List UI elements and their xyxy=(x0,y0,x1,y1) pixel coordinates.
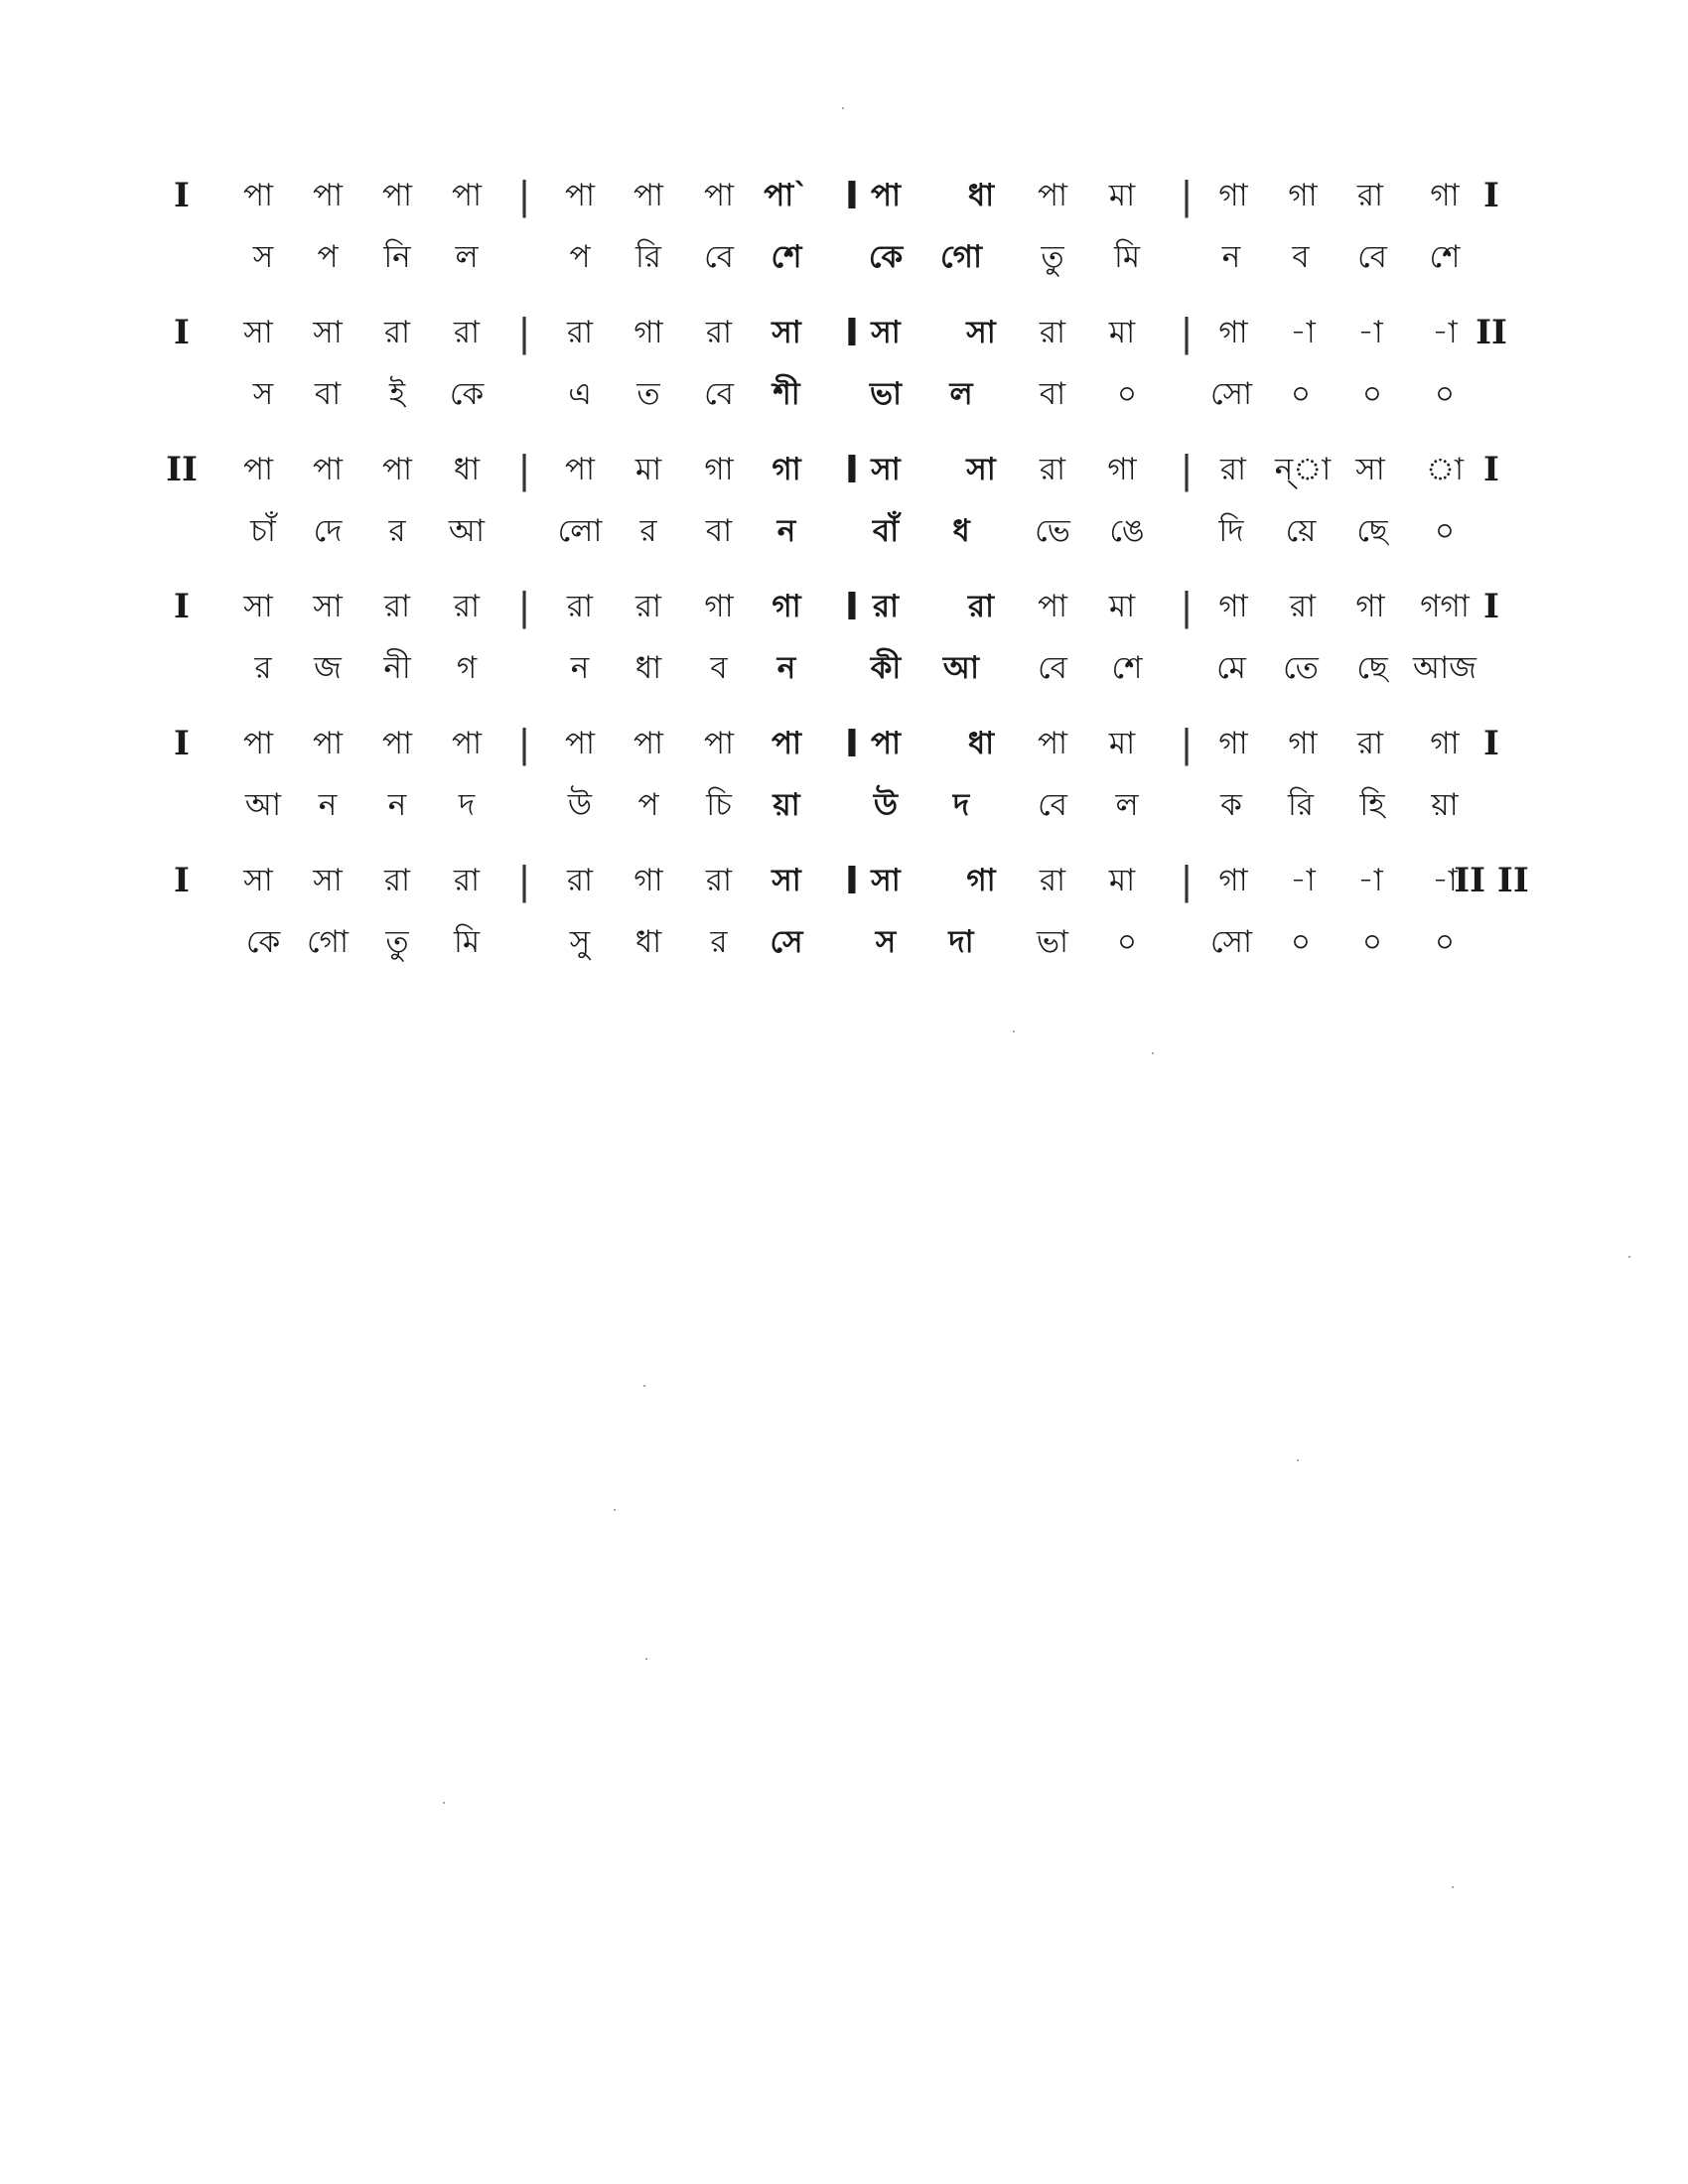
row-close-marker: II xyxy=(1476,313,1507,352)
swara-note: পা xyxy=(703,178,735,213)
lyric-syllable: ০ xyxy=(1434,513,1456,549)
swara-note: -া xyxy=(1432,315,1458,350)
lyric-syllable: ভা xyxy=(869,376,903,412)
lyric-syllable: গো xyxy=(940,239,982,275)
lyric-syllable: চি xyxy=(706,787,732,823)
swara-note: পা xyxy=(451,726,483,761)
swara-note: মা xyxy=(1108,589,1136,624)
lyric-syllable: বা xyxy=(1039,376,1066,412)
lyric-syllable: ন xyxy=(776,513,796,549)
swara-note: সা xyxy=(871,863,901,898)
swara-note: ন্া xyxy=(1274,452,1332,487)
swara-note: গা xyxy=(772,589,801,624)
lyric-syllable: ধা xyxy=(634,650,662,686)
lyric-syllable: লো xyxy=(557,513,603,549)
swara-note: পা xyxy=(312,178,344,213)
lyric-syllable: বে xyxy=(1038,650,1067,686)
section-bar: I xyxy=(844,448,860,491)
lyric-syllable: ০ xyxy=(1116,924,1138,960)
swara-note: রা xyxy=(453,863,481,898)
swara-note: রা xyxy=(1039,315,1066,350)
swara-note: ধা xyxy=(453,452,481,487)
swara-note: ধা xyxy=(967,178,995,213)
lyric-syllable: প xyxy=(569,239,591,275)
swara-note: -া xyxy=(1290,863,1316,898)
lyric-syllable: র xyxy=(710,924,728,960)
lyric-syllable: ভে xyxy=(1035,513,1070,549)
swara-note: ধা xyxy=(967,726,995,761)
lyric-syllable: ল xyxy=(949,376,973,412)
swara-note: পা xyxy=(1037,726,1068,761)
lyric-syllable: শে xyxy=(1429,239,1461,275)
lyric-syllable: ব xyxy=(710,650,728,686)
row-open-marker: I xyxy=(174,587,190,626)
swara-note: গা xyxy=(1430,178,1460,213)
lyric-syllable: ০ xyxy=(1434,376,1456,412)
swara-note: গা xyxy=(1288,178,1318,213)
bar-line: | xyxy=(517,174,531,217)
lyric-syllable: সো xyxy=(1209,924,1253,960)
notation-row xyxy=(0,854,1688,907)
scan-speck xyxy=(643,1385,645,1387)
section-bar: I xyxy=(844,722,860,765)
swara-note: রা xyxy=(453,315,481,350)
swara-note: সা xyxy=(1355,452,1385,487)
lyric-syllable: চাঁ xyxy=(250,513,276,549)
lyric-row xyxy=(0,915,1688,969)
swara-note: গা xyxy=(1288,726,1318,761)
lyric-syllable: তু xyxy=(1041,239,1064,275)
lyric-syllable: ন xyxy=(776,650,796,686)
swara-note: সা xyxy=(243,863,273,898)
scan-speck xyxy=(1452,1886,1454,1888)
lyric-syllable: শে xyxy=(771,239,802,275)
bar-line: | xyxy=(1180,585,1194,628)
swara-note: রা xyxy=(1039,863,1066,898)
swara-note: সা xyxy=(966,315,996,350)
lyric-row xyxy=(0,367,1688,421)
row-open-marker: II xyxy=(166,450,198,489)
scan-speck xyxy=(1297,1459,1299,1461)
lyric-syllable: ধ xyxy=(952,513,970,549)
swara-note: পা` xyxy=(764,178,809,213)
swara-note: পা xyxy=(771,726,802,761)
lyric-syllable: বে xyxy=(1357,239,1387,275)
lyric-syllable: ন xyxy=(318,787,338,823)
bar-line: | xyxy=(1180,174,1194,217)
bar-line: | xyxy=(517,585,531,628)
lyric-row xyxy=(0,504,1688,558)
lyric-syllable: বে xyxy=(704,239,734,275)
lyric-syllable: ন xyxy=(387,787,407,823)
lyric-syllable: ল xyxy=(1115,787,1139,823)
swara-note: সা xyxy=(871,315,901,350)
lyric-syllable: দি xyxy=(1218,513,1244,549)
lyric-syllable: কে xyxy=(245,924,281,960)
lyric-syllable: প xyxy=(637,787,659,823)
notation-row xyxy=(0,580,1688,633)
lyric-syllable: স xyxy=(875,924,897,960)
section-bar: I xyxy=(844,311,860,354)
lyric-syllable: আজ xyxy=(1413,650,1477,686)
scan-speck xyxy=(645,1658,647,1660)
lyric-syllable: য়ে xyxy=(1285,513,1317,549)
lyric-syllable: সো xyxy=(1209,376,1253,412)
swara-note: -া xyxy=(1432,863,1458,898)
lyric-syllable: র xyxy=(639,513,657,549)
swara-note: সা xyxy=(243,315,273,350)
swara-note: পা xyxy=(564,178,596,213)
row-close-marker: I xyxy=(1483,724,1499,763)
notation-row xyxy=(0,717,1688,770)
swara-note: পা xyxy=(312,452,344,487)
swara-note: রা xyxy=(566,589,594,624)
bar-line: | xyxy=(517,722,531,765)
swara-note: পা xyxy=(381,452,413,487)
swara-note: পা xyxy=(381,726,413,761)
row-open-marker: I xyxy=(174,313,190,352)
swara-note: গা xyxy=(1107,452,1137,487)
lyric-syllable: বে xyxy=(1038,787,1067,823)
lyric-syllable: দে xyxy=(313,513,343,549)
lyric-syllable: রি xyxy=(1288,787,1314,823)
lyric-syllable: য়া xyxy=(1431,787,1459,823)
section-bar: I xyxy=(844,585,860,628)
swara-note: রা xyxy=(1219,452,1247,487)
swara-note: পা xyxy=(381,178,413,213)
swara-note: মা xyxy=(634,452,662,487)
lyric-syllable: কে xyxy=(449,376,485,412)
swara-note: সা xyxy=(243,589,273,624)
swara-note: রা xyxy=(967,589,995,624)
swara-note: পা xyxy=(633,178,664,213)
lyric-syllable: ০ xyxy=(1434,924,1456,960)
swara-note: মা xyxy=(1108,726,1136,761)
lyric-syllable: বাঁ xyxy=(872,513,900,549)
lyric-syllable: ধা xyxy=(634,924,662,960)
swara-note: মা xyxy=(1108,863,1136,898)
scan-speck xyxy=(1013,1030,1015,1032)
row-open-marker: I xyxy=(174,724,190,763)
swara-note: গগা xyxy=(1420,589,1470,624)
swara-note: গা xyxy=(772,452,801,487)
lyric-syllable: সে xyxy=(770,924,803,960)
bar-line: | xyxy=(1180,448,1194,491)
lyric-syllable: তু xyxy=(385,924,409,960)
swara-note: রা xyxy=(705,315,733,350)
swara-note: রা xyxy=(1356,178,1384,213)
lyric-syllable: শী xyxy=(773,376,800,412)
lyric-syllable: ০ xyxy=(1290,924,1312,960)
lyric-syllable: স xyxy=(252,376,274,412)
swara-note: রা xyxy=(566,315,594,350)
swara-note: পা xyxy=(1037,178,1068,213)
lyric-syllable: বা xyxy=(705,513,733,549)
swara-note: পা xyxy=(242,726,274,761)
lyric-syllable: ল xyxy=(455,239,479,275)
lyric-syllable: সু xyxy=(569,924,591,960)
lyric-syllable: র xyxy=(388,513,406,549)
swara-note: -া xyxy=(1290,315,1316,350)
lyric-syllable: দ xyxy=(458,787,476,823)
swara-note: মা xyxy=(1108,315,1136,350)
lyric-syllable: ০ xyxy=(1290,376,1312,412)
lyric-syllable: আ xyxy=(244,787,282,823)
swara-note: পা xyxy=(703,726,735,761)
swara-note: পা xyxy=(312,726,344,761)
lyric-syllable: ত xyxy=(636,376,660,412)
swara-note: পা xyxy=(564,452,596,487)
bar-line: | xyxy=(517,311,531,354)
bar-line: | xyxy=(1180,311,1194,354)
lyric-syllable: ভা xyxy=(1036,924,1069,960)
section-bar: I xyxy=(844,174,860,217)
swara-note: রা xyxy=(566,863,594,898)
lyric-syllable: গো xyxy=(307,924,349,960)
swara-note: গা xyxy=(1355,589,1385,624)
swara-note: রা xyxy=(634,589,662,624)
lyric-syllable: উ xyxy=(873,787,899,823)
lyric-syllable: ০ xyxy=(1361,376,1383,412)
swara-note: গা xyxy=(966,863,996,898)
swara-note: গা xyxy=(1218,726,1248,761)
swara-note: গা xyxy=(1218,315,1248,350)
lyric-syllable: ই xyxy=(388,376,406,412)
notation-row xyxy=(0,169,1688,222)
bar-line: | xyxy=(517,859,531,902)
swara-note: সা xyxy=(966,452,996,487)
swara-note: রা xyxy=(705,863,733,898)
lyric-syllable: দা xyxy=(948,924,974,960)
swara-note: রা xyxy=(383,589,411,624)
swara-note: -া xyxy=(1357,315,1383,350)
swara-note: রা xyxy=(1289,589,1317,624)
swara-note: গা xyxy=(1430,726,1460,761)
swara-note: রা xyxy=(1039,452,1066,487)
scan-speck xyxy=(614,1509,616,1511)
lyric-syllable: হি xyxy=(1359,787,1385,823)
lyric-syllable: আ xyxy=(942,650,980,686)
swara-note: গা xyxy=(1218,178,1248,213)
lyric-syllable: তে xyxy=(1283,650,1319,686)
row-close-marker: I xyxy=(1483,587,1499,626)
lyric-syllable: দ xyxy=(952,787,970,823)
swara-note: পা xyxy=(1037,589,1068,624)
row-open-marker: I xyxy=(174,861,190,900)
swara-note: গা xyxy=(1218,589,1248,624)
scan-speck xyxy=(1152,1052,1154,1054)
lyric-syllable: মি xyxy=(453,924,481,960)
swara-note: গা xyxy=(633,863,663,898)
swara-note: পা xyxy=(870,178,902,213)
swara-note: রা xyxy=(383,315,411,350)
swara-note: সা xyxy=(313,589,343,624)
lyric-syllable: রি xyxy=(635,239,661,275)
row-open-marker: I xyxy=(174,176,190,215)
lyric-row xyxy=(0,641,1688,695)
lyric-row xyxy=(0,230,1688,284)
lyric-row xyxy=(0,778,1688,832)
swara-note: সা xyxy=(772,315,801,350)
bar-line: | xyxy=(517,448,531,491)
swara-note: পা xyxy=(633,726,664,761)
swara-note: রা xyxy=(1356,726,1384,761)
lyric-syllable: ন xyxy=(1221,239,1241,275)
swara-note: সা xyxy=(313,315,343,350)
lyric-syllable: শে xyxy=(1111,650,1143,686)
lyric-syllable: কী xyxy=(870,650,902,686)
swara-note: -া xyxy=(1357,863,1383,898)
bar-line: | xyxy=(1180,859,1194,902)
lyric-syllable: ব xyxy=(1292,239,1310,275)
lyric-syllable: এ xyxy=(568,376,592,412)
lyric-syllable: জ xyxy=(314,650,342,686)
lyric-syllable: ক xyxy=(1220,787,1242,823)
lyric-syllable: বা xyxy=(314,376,342,412)
swara-note: সা xyxy=(313,863,343,898)
lyric-syllable: ঙে xyxy=(1109,513,1145,549)
notation-row xyxy=(0,306,1688,359)
row-close-marker: I xyxy=(1483,450,1499,489)
lyric-syllable: ন xyxy=(570,650,590,686)
scan-speck xyxy=(1628,1256,1630,1258)
swara-note: পা xyxy=(564,726,596,761)
lyric-syllable: ছে xyxy=(1356,650,1388,686)
lyric-syllable: মে xyxy=(1216,650,1246,686)
section-bar: I xyxy=(844,859,860,902)
swara-note: রা xyxy=(872,589,900,624)
lyric-syllable: য়া xyxy=(773,787,800,823)
lyric-syllable: নি xyxy=(383,239,411,275)
lyric-syllable: নী xyxy=(383,650,411,686)
lyric-syllable: র xyxy=(254,650,272,686)
row-close-marker: II II xyxy=(1454,861,1529,900)
swara-note: রা xyxy=(383,863,411,898)
notation-row xyxy=(0,443,1688,496)
swara-note: সা xyxy=(772,863,801,898)
swara-note: পা xyxy=(870,726,902,761)
lyric-syllable: ০ xyxy=(1116,376,1138,412)
lyric-syllable: ছে xyxy=(1356,513,1388,549)
row-close-marker: I xyxy=(1483,176,1499,215)
lyric-syllable: বে xyxy=(704,376,734,412)
swara-note: গা xyxy=(1218,863,1248,898)
lyric-syllable: প xyxy=(317,239,339,275)
swara-note: মা xyxy=(1108,178,1136,213)
scan-speck xyxy=(842,107,844,109)
lyric-syllable: মি xyxy=(1113,239,1141,275)
swara-note: গা xyxy=(704,589,734,624)
swara-note: পা xyxy=(451,178,483,213)
lyric-syllable: আ xyxy=(448,513,486,549)
swara-note: গা xyxy=(704,452,734,487)
swara-note: া xyxy=(1425,452,1465,487)
swara-note: পা xyxy=(242,178,274,213)
lyric-syllable: স xyxy=(252,239,274,275)
lyric-syllable: ০ xyxy=(1361,924,1383,960)
lyric-syllable: উ xyxy=(567,787,593,823)
lyric-syllable: গ xyxy=(456,650,478,686)
bar-line: | xyxy=(1180,722,1194,765)
swara-note: গা xyxy=(633,315,663,350)
scan-speck xyxy=(443,1802,445,1804)
lyric-syllable: কে xyxy=(868,239,904,275)
swara-note: সা xyxy=(871,452,901,487)
swara-note: পা xyxy=(242,452,274,487)
swara-note: রা xyxy=(453,589,481,624)
